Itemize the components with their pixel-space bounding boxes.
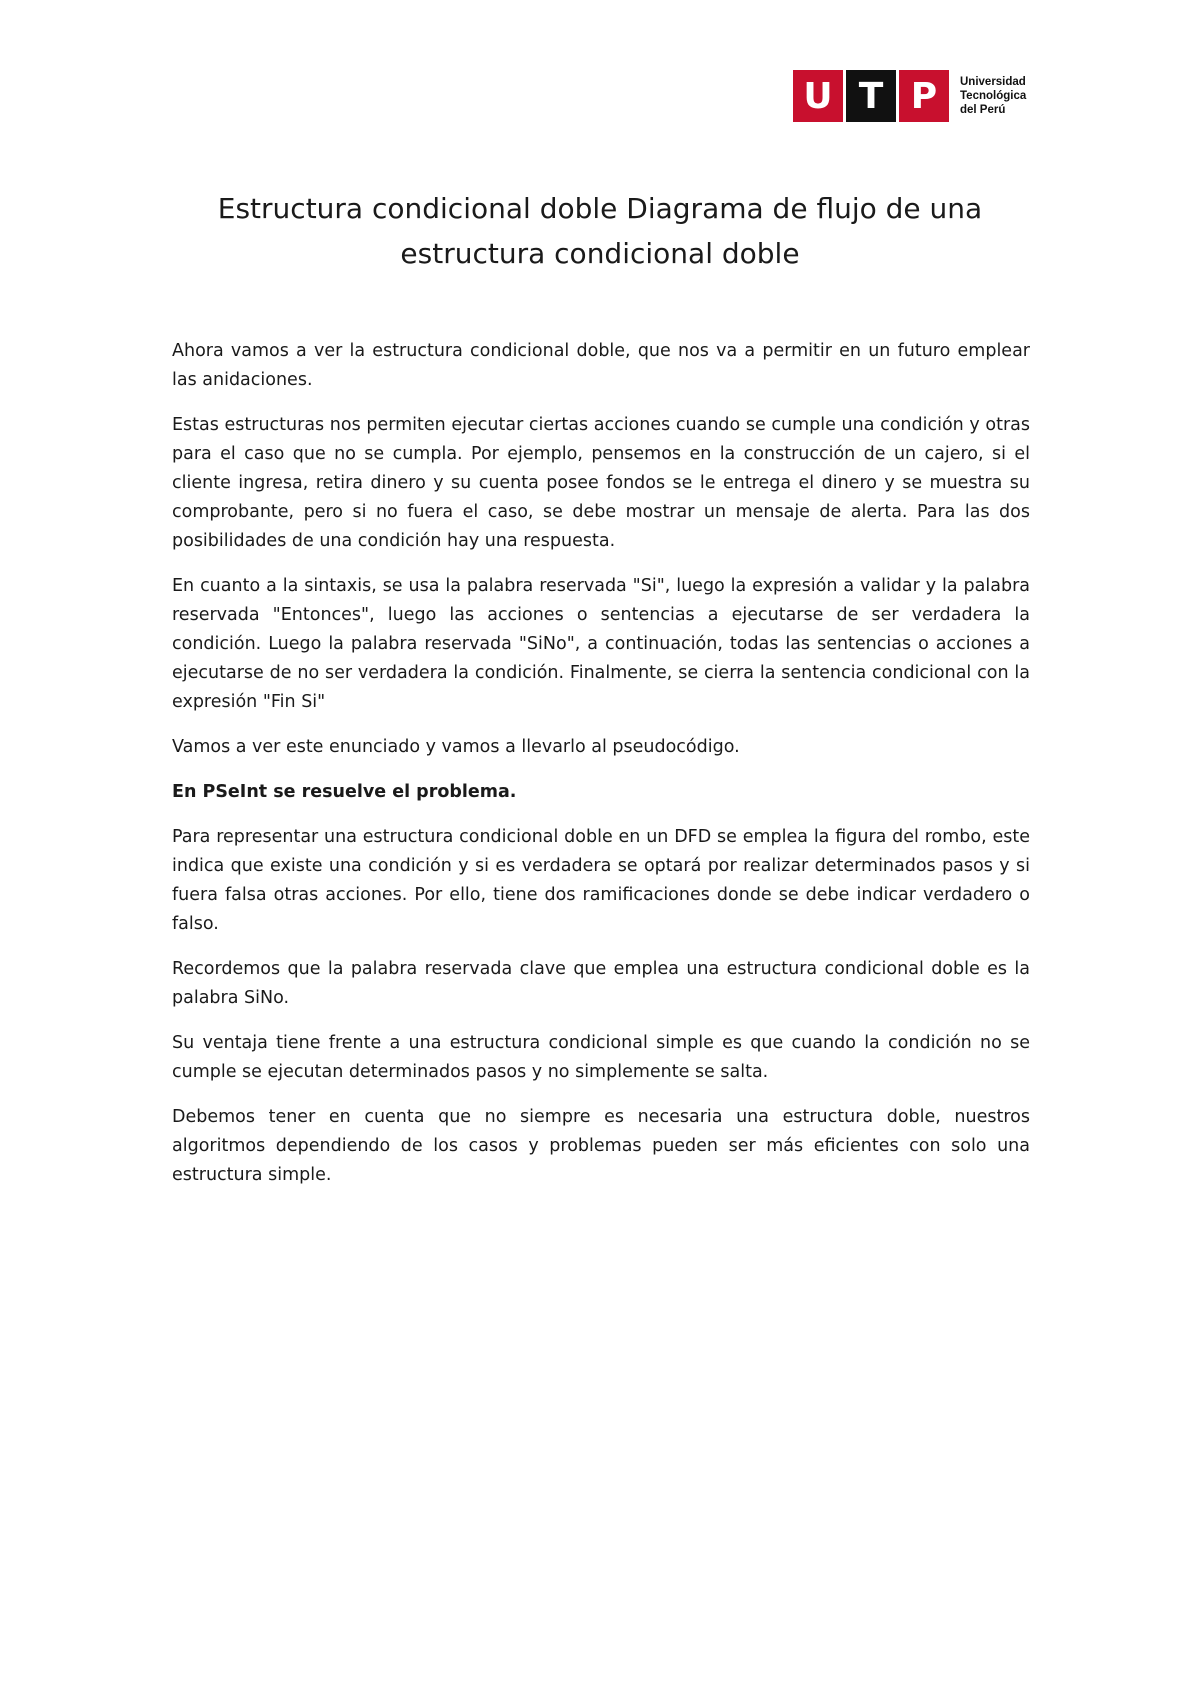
paragraph-pseudocode: Vamos a ver este enunciado y vamos a llevarlo al pseudocódigo. xyxy=(172,737,740,757)
paragraph-syntax: En cuanto a la sintaxis, se usa la palabra reservada "Si", luego la expresión a validar y la palabra reservada "Entonces", luego las acciones o sentencias a ejecutarse de ser verdadera la condición. Luego la palabra reservada "SiNo", a continuación, todas las sentencias o acciones a ejecutarse de no ser verdadera la condición. Finalmente, se cierra la sentencia condicional con la expresión "Fin Si" xyxy=(172,576,1030,712)
logo-line-1: Universidad xyxy=(960,76,1026,88)
logo-letter-t: T xyxy=(846,70,896,122)
paragraph-sino: Recordemos que la palabra reservada clave que emplea una estructura condicional doble es la palabra SiNo. xyxy=(172,959,1030,1008)
paragraph-pseint-heading: En PSeInt se resuelve el problema. xyxy=(172,782,517,802)
logo-line-2: Tecnológica xyxy=(960,90,1027,102)
paragraph-advantage: Su ventaja tiene frente a una estructura condicional simple es que cuando la condición no se cumple se ejecutan determinados pasos y no simplemente se salta. xyxy=(172,1033,1030,1082)
logo-letter-p: P xyxy=(899,70,949,122)
paragraph-structures: Estas estructuras nos permiten ejecutar ciertas acciones cuando se cumple una condición y otras para el caso que no se cumpla. Por ejemplo, pensemos en la construcción de un cajero, si el cliente ingresa, retira dinero y su cuenta posee fondos se le entrega el dinero y se muestra su comprobante, pero si no fuera el caso, se debe mostrar un mensaje de alerta. Para las dos posibilidades de una condición hay una respuesta. xyxy=(172,415,1030,551)
document-title: Estructura condicional doble Diagrama de flujo de una estructura condicional doble xyxy=(217,192,983,270)
paragraph-dfd: Para representar una estructura condicional doble en un DFD se emplea la figura del rombo, este indica que existe una condición y si es verdadera se optará por realizar determinados pasos y si fuera falsa otras acciones. Por ello, tiene dos ramificaciones donde se debe indicar verdadero o falso. xyxy=(172,827,1030,934)
logo-letter-u: U xyxy=(793,70,843,122)
utp-logo xyxy=(793,70,1026,122)
logo-wordmark xyxy=(960,75,1026,117)
paragraph-intro: Ahora vamos a ver la estructura condicional doble, que nos va a permitir en un futuro emplear las anidaciones. xyxy=(172,341,1030,390)
document-body xyxy=(172,337,1030,1206)
logo-line-3: del Perú xyxy=(960,104,1006,116)
paragraph-conclusion: Debemos tener en cuenta que no siempre es necesaria una estructura doble, nuestros algoritmos dependiendo de los casos y problemas pueden ser más eficientes con solo una estructura simple. xyxy=(172,1107,1030,1185)
